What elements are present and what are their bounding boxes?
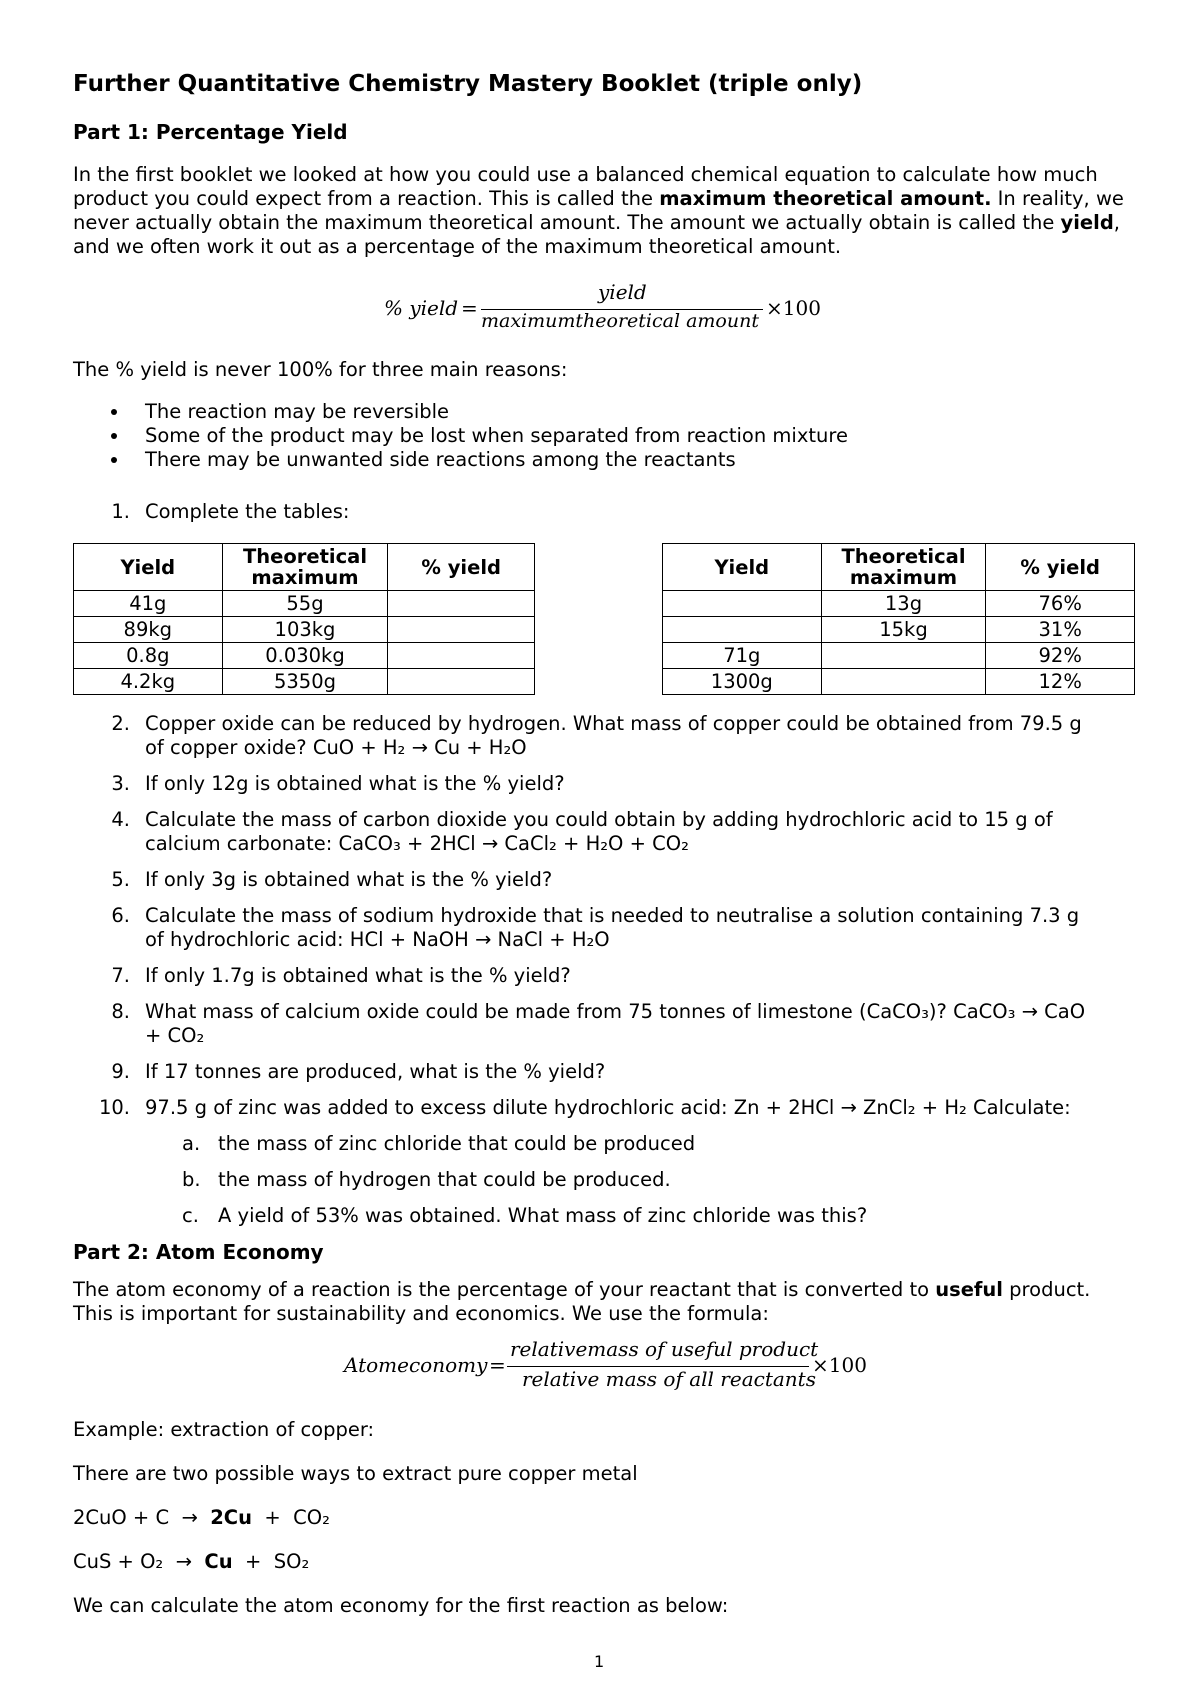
question-1-text: Complete the tables:: [145, 500, 350, 523]
yield-table-2: [662, 543, 1135, 695]
table-row: [74, 591, 535, 617]
question-number: 7.: [111, 964, 130, 987]
reason-item: The reaction may be reversible: [145, 400, 450, 423]
intro-bold-yield: yield: [1060, 211, 1114, 234]
table-cell: 15kg: [821, 617, 986, 643]
question-number: 4.: [111, 808, 130, 831]
table-cell: 0.8g: [74, 643, 223, 669]
table-cell-empty[interactable]: [663, 591, 822, 617]
question-number: 5.: [111, 868, 130, 891]
calculation-intro: We can calculate the atom economy for the first reaction as below:: [73, 1594, 729, 1617]
reason-item: There may be unwanted side reactions among the reactants: [145, 448, 736, 471]
equation-1-byproduct: + CO₂: [251, 1506, 330, 1529]
bullet-icon: [111, 409, 117, 415]
table-row: [663, 643, 1135, 669]
header-theoretical-line1: Theoretical: [841, 545, 966, 568]
question-number: 1.: [111, 500, 130, 523]
part1-heading: Part 1: Percentage Yield: [73, 120, 348, 144]
question-text: If 17 tonnes are produced, what is the % yield?: [145, 1060, 606, 1083]
formula-times-100: ×100: [812, 1353, 867, 1377]
part2-intro-text-2: product. This is important for sustainability and economics. We use the formula:: [73, 1278, 1091, 1325]
table-cell: 71g: [663, 643, 822, 669]
part2-heading: Part 2: Atom Economy: [73, 1240, 324, 1264]
table-cell: 31%: [986, 617, 1135, 643]
question-number: 2.: [111, 712, 130, 735]
equation-2: [73, 1550, 309, 1574]
formula-denominator: relative mass of all reactants: [522, 1367, 816, 1391]
header-theoretical-line2: maximum: [849, 566, 958, 589]
header-theoretical-maximum: [222, 544, 388, 591]
table-row: [663, 669, 1135, 695]
question-text: Calculate the mass of sodium hydroxide that is needed to neutralise a solution containing 7.3 g: [145, 904, 1080, 927]
question-text-cont: of hydrochloric acid: HCl + NaOH → NaCl + H₂O: [145, 928, 610, 951]
header-yield: Yield: [663, 544, 822, 591]
question-text: Copper oxide can be reduced by hydrogen. What mass of copper could be obtained from 79.5 g: [145, 712, 1082, 735]
table-row: [74, 617, 535, 643]
equation-1: [73, 1506, 330, 1530]
question-text: If only 1.7g is obtained what is the % yield?: [145, 964, 571, 987]
question-number: 9.: [111, 1060, 130, 1083]
subquestion-letter: b.: [182, 1168, 201, 1191]
table-row: [663, 591, 1135, 617]
subquestion-letter: a.: [182, 1132, 201, 1155]
table-row: [663, 617, 1135, 643]
bullet-icon: [111, 457, 117, 463]
question-number: 6.: [111, 904, 130, 927]
header-percent-yield: % yield: [388, 544, 535, 591]
table-header-row: [663, 544, 1135, 591]
question-text: Calculate the mass of carbon dioxide you could obtain by adding hydrochloric acid to 15 g of: [145, 808, 1053, 831]
formula-equals: =: [461, 296, 478, 320]
header-yield: Yield: [74, 544, 223, 591]
table-cell: 89kg: [74, 617, 223, 643]
table-cell: 55g: [222, 591, 388, 617]
table-cell: 4.2kg: [74, 669, 223, 695]
table-cell: 12%: [986, 669, 1135, 695]
yield-table-1: [73, 543, 535, 695]
question-text-cont: calcium carbonate: CaCO₃ + 2HCl → CaCl₂ + H₂O + CO₂: [145, 832, 689, 855]
table-cell-empty[interactable]: [388, 669, 535, 695]
subquestion-text: the mass of zinc chloride that could be produced: [218, 1132, 696, 1155]
table-cell-empty[interactable]: [388, 617, 535, 643]
question-number: 8.: [111, 1000, 130, 1023]
table-cell: 1300g: [663, 669, 822, 695]
table-cell: 0.030kg: [222, 643, 388, 669]
intro-text-1: In the first booklet we looked at how you could use a balanced chemical equation to calculate how much product you could expect from a reaction. This is called the: [73, 163, 1098, 210]
table-row: [74, 669, 535, 695]
subquestion-text: the mass of hydrogen that could be produced.: [218, 1168, 671, 1191]
equation-1-reactants: 2CuO + C →: [73, 1506, 211, 1529]
equation-1-product: 2Cu: [210, 1506, 252, 1529]
table-cell-empty[interactable]: [388, 591, 535, 617]
formula-equals: =: [489, 1353, 506, 1377]
table-header-row: [74, 544, 535, 591]
table-cell-empty[interactable]: [821, 643, 986, 669]
header-percent-yield: % yield: [986, 544, 1135, 591]
question-text: 97.5 g of zinc was added to excess dilute hydrochloric acid: Zn + 2HCl → ZnCl₂ + H₂ Calculate:: [145, 1096, 1071, 1119]
formula-times-100: ×100: [766, 296, 821, 320]
header-theoretical-line2: maximum: [251, 566, 359, 589]
part1-intro: [73, 163, 1133, 259]
equation-2-byproduct: + SO₂: [232, 1550, 310, 1573]
question-text-cont: + CO₂: [145, 1024, 205, 1047]
formula-lhs: % yield: [384, 296, 459, 320]
table-cell: 13g: [821, 591, 986, 617]
question-number: 10.: [98, 1096, 130, 1119]
table-cell: 76%: [986, 591, 1135, 617]
question-text: If only 3g is obtained what is the % yield?: [145, 868, 553, 891]
part2-intro-text-1: The atom economy of a reaction is the percentage of your reactant that is converted to: [73, 1278, 936, 1301]
question-number: 3.: [111, 772, 130, 795]
table-cell: 103kg: [222, 617, 388, 643]
header-theoretical-maximum: [821, 544, 986, 591]
equation-2-product: Cu: [204, 1550, 233, 1573]
intro-bold-max-theoretical: maximum theoretical amount.: [659, 187, 992, 210]
question-text: If only 12g is obtained what is the % yield?: [145, 772, 565, 795]
table-cell-empty[interactable]: [388, 643, 535, 669]
table-cell-empty[interactable]: [821, 669, 986, 695]
table-cell-empty[interactable]: [663, 617, 822, 643]
document-title: Further Quantitative Chemistry Mastery Booklet (triple only): [73, 71, 863, 97]
table-row: [74, 643, 535, 669]
intro-text-2: In reality, we never actually obtain the maximum theoretical amount. The amount we actually obtain is called the: [73, 187, 1124, 234]
part2-intro-bold-useful: useful: [935, 1278, 1003, 1301]
table-cell: 41g: [74, 591, 223, 617]
bullet-icon: [111, 433, 117, 439]
part2-intro: [73, 1278, 1133, 1326]
question-text-cont: of copper oxide? CuO + H₂ → Cu + H₂O: [145, 736, 527, 759]
equation-2-reactants: CuS + O₂ →: [73, 1550, 205, 1573]
header-theoretical-line1: Theoretical: [242, 545, 368, 568]
subquestion-text: A yield of 53% was obtained. What mass of zinc chloride was this?: [218, 1204, 868, 1227]
formula-numerator: yield: [598, 280, 647, 304]
formula-numerator: relativemass of useful product: [510, 1337, 819, 1361]
table-cell: 92%: [986, 643, 1135, 669]
intro-text-3: , and we often work it out as a percentage of the maximum theoretical amount.: [73, 211, 1120, 258]
subquestion-letter: c.: [182, 1204, 199, 1227]
example-text: Example: extraction of copper:: [73, 1418, 375, 1441]
question-text: What mass of calcium oxide could be made from 75 tonnes of limestone (CaCO₃)? CaCO₃ → CaO: [145, 1000, 1086, 1023]
formula-lhs: Atomeconomy: [344, 1353, 488, 1377]
table-cell: 5350g: [222, 669, 388, 695]
formula-denominator: maximumtheoretical amount: [481, 310, 759, 332]
page-number: 1: [594, 1652, 605, 1671]
two-ways-text: There are two possible ways to extract pure copper metal: [73, 1462, 638, 1485]
reasons-intro: The % yield is never 100% for three main reasons:: [73, 358, 568, 381]
reason-item: Some of the product may be lost when separated from reaction mixture: [145, 424, 848, 447]
